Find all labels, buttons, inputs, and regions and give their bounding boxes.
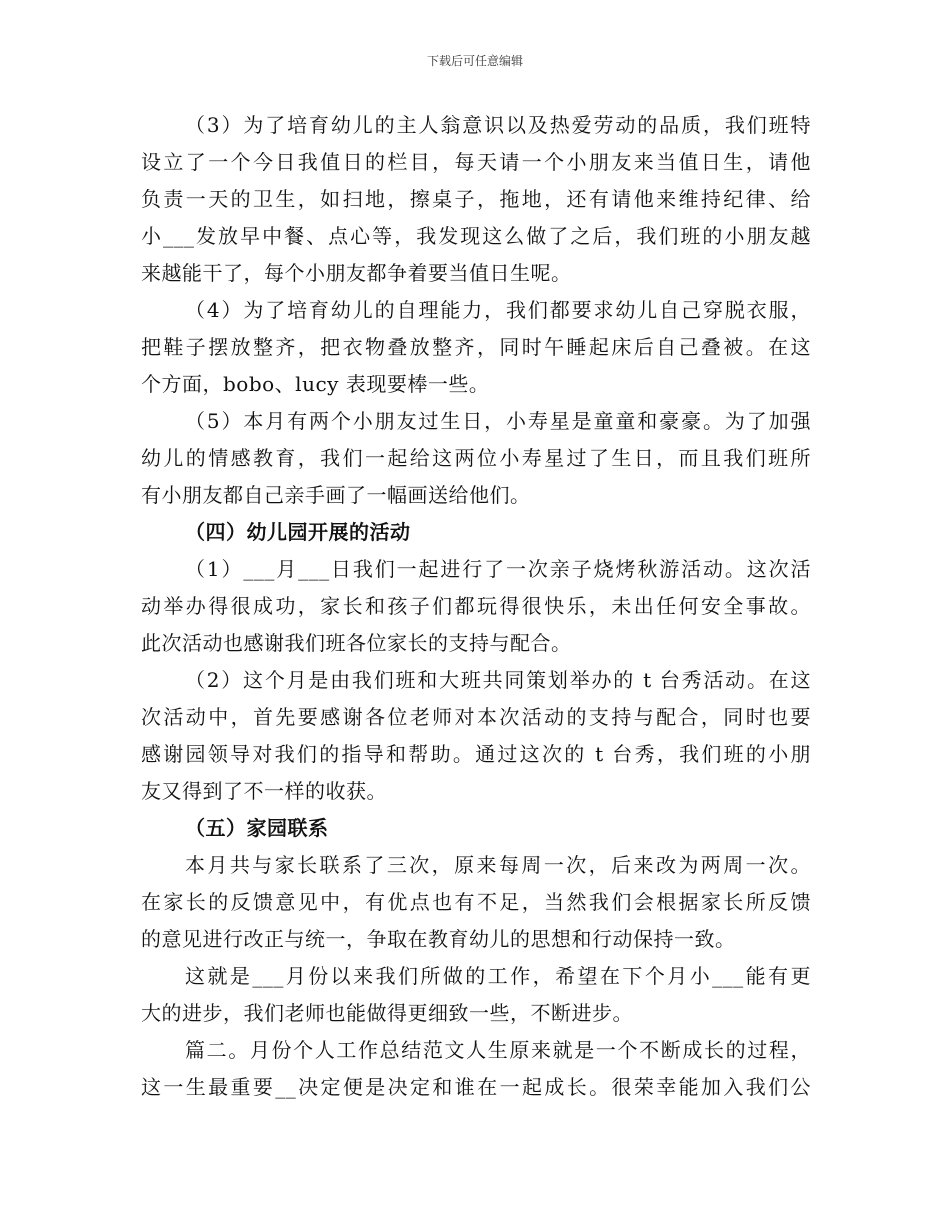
text-line: （4）为了培育幼儿的自理能力，我们都要求幼儿自己穿脱衣服， <box>185 298 811 322</box>
text-line: （3）为了培育幼儿的主人翁意识以及热爱劳动的品质，我们班特 <box>185 113 811 137</box>
text-line: 此次活动也感谢我们班各位家长的支持与配合。 <box>141 631 572 655</box>
text-line: 设立了一个今日我值日的栏目，每天请一个小朋友来当值日生，请他 <box>141 150 811 174</box>
text-line: 感谢园领导对我们的指导和帮助。通过这次的 t 台秀，我们班的小朋 <box>141 742 811 766</box>
text-line: 篇二。月份个人工作总结范文人生原来就是一个不断成长的过程， <box>185 1038 811 1062</box>
text-line: 来越能干了，每个小朋友都争着要当值日生呢。 <box>141 261 572 285</box>
document-body <box>141 107 811 1106</box>
section-heading: （四）幼儿园开展的活动 <box>185 520 411 544</box>
text-line: 个方面，bobo、lucy 表现要棒一些。 <box>141 372 490 396</box>
text-line: 次活动中，首先要感谢各位老师对本次活动的支持与配合，同时也要 <box>141 705 811 729</box>
text-line: （1）___月___日我们一起进行了一次亲子烧烤秋游活动。这次活 <box>185 557 811 581</box>
text-line: 的意见进行改正与统一，争取在教育幼儿的思想和行动保持一致。 <box>141 927 736 951</box>
text-line: （5）本月有两个小朋友过生日，小寿星是童童和豪豪。为了加强 <box>185 409 811 433</box>
text-line: 这一生最重要__决定便是决定和谁在一起成长。很荣幸能加入我们公 <box>141 1075 811 1099</box>
text-line: 大的进步，我们老师也能做得更细致一些，不断进步。 <box>141 1001 633 1025</box>
text-line: 本月共与家长联系了三次，原来每周一次，后来改为两周一次。 <box>185 853 811 877</box>
text-line: 友又得到了不一样的收获。 <box>141 779 387 803</box>
text-line: （2）这个月是由我们班和大班共同策划举办的 t 台秀活动。在这 <box>185 668 811 692</box>
section-heading: （五）家园联系 <box>185 816 329 840</box>
text-line: 在家长的反馈意见中，有优点也有不足，当然我们会根据家长所反馈 <box>141 890 811 914</box>
text-line: 把鞋子摆放整齐，把衣物叠放整齐，同时午睡起床后自己叠被。在这 <box>141 335 811 359</box>
page-header: 下载后可任意编辑 <box>426 54 523 68</box>
text-line: 负责一天的卫生，如扫地，擦桌子，拖地，还有请他来维持纪律、给 <box>141 187 811 211</box>
text-line: 动举办得很成功，家长和孩子们都玩得很快乐，未出任何安全事故。 <box>141 594 811 618</box>
text-line: 小___发放早中餐、点心等，我发现这么做了之后，我们班的小朋友越 <box>141 224 811 248</box>
text-line: 有小朋友都自己亲手画了一幅画送给他们。 <box>141 483 531 507</box>
text-line: 这就是___月份以来我们所做的工作，希望在下个月小___能有更 <box>185 964 811 988</box>
text-line: 幼儿的情感教育，我们一起给这两位小寿星过了生日，而且我们班所 <box>141 446 811 470</box>
